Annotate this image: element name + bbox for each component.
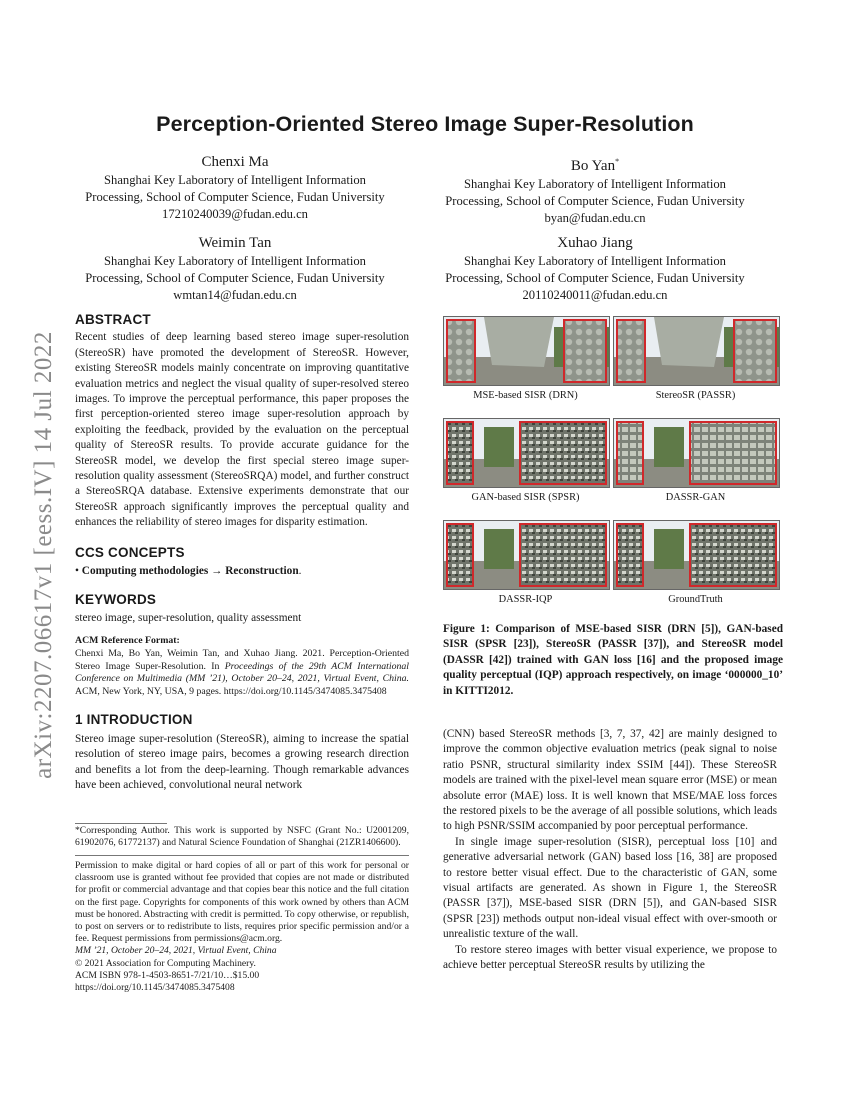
street-scene-image	[444, 419, 609, 487]
author-email[interactable]: 20110240011@fudan.edu.cn	[522, 288, 668, 302]
ccs-bullet: •	[75, 565, 82, 578]
author-email[interactable]: 17210240039@fudan.edu.cn	[162, 207, 308, 221]
panel-caption: DASSR-IQP	[498, 594, 553, 605]
author-name: Xuhao Jiang	[557, 235, 633, 251]
figure-panel-image	[613, 316, 780, 386]
panel-caption: MSE-based SISR (DRN)	[473, 390, 578, 401]
introduction-heading: 1 INTRODUCTION	[75, 712, 193, 728]
reference-venue: Proceedings of the 29th ACM International Conference on Multimedia (MM ’21), October 20–24, 2021, Virtual Event, China.	[75, 660, 409, 685]
author-block	[405, 233, 785, 304]
permission-rule	[75, 855, 409, 856]
intro-paragraph: Stereo image super-resolution (StereoSR), aiming to increase the spatial resolution of stereo image pairs, becomes a growing research direction and benefits a lot from the deep-learning. Though remarkable advances have been achieved, convolutional neural network	[75, 732, 409, 791]
street-scene-image	[614, 521, 779, 589]
author-affiliation: Shanghai Key Laboratory of Intelligent Information	[104, 173, 366, 187]
author-block	[45, 233, 425, 304]
panel-caption: DASSR-GAN	[665, 492, 726, 503]
author-name: Chenxi Ma	[201, 154, 269, 170]
street-scene-image	[444, 317, 609, 385]
ccs-period: .	[298, 565, 302, 578]
footnote-rule	[75, 823, 167, 824]
panel-caption: StereoSR (PASSR)	[655, 390, 736, 401]
doi-link[interactable]: https://doi.org/10.1145/3474085.3475408	[75, 982, 235, 994]
corresponding-mark: *	[615, 157, 620, 166]
abstract-heading: ABSTRACT	[75, 312, 151, 327]
figure-panel-image	[443, 520, 610, 590]
street-scene-image	[614, 419, 779, 487]
abstract-text: Recent studies of deep learning based stereo image super-resolution (StereoSR) have promoted the development of StereoSR. However, existing StereoSR models mainly concentrate on improving quantitative evaluation metrics and neglect the visual quality of super-resolved stereo images. To improve the perceptual performance, this paper proposes the first perception-oriented stereo image super-resolution approach by exploiting the feedback, provided by the evaluation on the perceptual quality of StereoSR results. To provide accurate guidance for the StereoSR model, we develop the first special stereo image super-resolution quality assessment (StereoSRQA) model, and further construct a StereoSRQA database. Extensive experiments demonstrate that our StereoSR approach significantly improves the perceptual quality and enhances the reliability of stereo images for disparity estimation.	[75, 331, 409, 529]
footnote: *Corresponding Author. This work is supported by NSFC (Grant No.: U2001209, 61902076, 61772137) and Natural Science Foundation of Shanghai (21ZR1406600).	[75, 825, 409, 849]
ccs-text: Computing methodologies → Reconstruction	[81, 565, 299, 578]
paper-title: Perception-Oriented Stereo Image Super-Resolution	[156, 112, 694, 136]
author-name: Weimin Tan	[198, 235, 272, 251]
street-scene-image	[444, 521, 609, 589]
author-email[interactable]: byan@fudan.edu.cn	[544, 211, 646, 225]
reference-text: Chenxi Ma, Bo Yan, Weimin Tan, and Xuhao Jiang. 2021. Perception-Oriented Stereo Image Super-Resolution. In	[75, 647, 409, 672]
figure-panel-image	[443, 316, 610, 386]
ccs-heading: CCS CONCEPTS	[75, 544, 185, 560]
keywords-text: stereo image, super-resolution, quality assessment	[75, 611, 302, 624]
left-column	[75, 312, 409, 793]
author-email[interactable]: wmtan14@fudan.edu.cn	[173, 288, 297, 302]
figure-caption: Figure 1: Comparison of MSE-based SISR (DRN [5]), GAN-based SISR (SPSR [23]), StereoSR (PASSR [37]), and StereoSR model (DASSR [42]) trained with GAN loss [16] and the proposed image quality perceptual (IQP) approach respectively, on image ‘000000_10’ in KITTI2012.	[443, 623, 783, 697]
author-affiliation: Shanghai Key Laboratory of Intelligent Information	[464, 177, 726, 191]
copyright-line: © 2021 Association for Computing Machinery.	[75, 957, 256, 969]
author-affiliation: Shanghai Key Laboratory of Intelligent Information	[464, 254, 726, 268]
figure-panel-image	[613, 520, 780, 590]
panel-caption: GroundTruth	[668, 594, 723, 605]
author-block	[405, 152, 785, 227]
permission-text: Permission to make digital or hard copies of all or part of this work for personal or classroom use is granted without fee provided that copies are not made or distributed for profit or commercial advantage and that copies bear this notice and the full citation on the first page. Copyrights for components of this work owned by others than ACM must be honored. Abstracting with credit is permitted. To copy otherwise, or republish, to post on servers or to redistribute to lists, requires prior specific permission and/or a fee. Request permissions from permissions@acm.org.	[75, 860, 409, 945]
street-scene-image	[614, 317, 779, 385]
author-affiliation: Processing, School of Computer Science, Fudan University	[85, 271, 385, 285]
intro-paragraph: To restore stereo images with better visual experience, we propose to achieve better perceptual StereoSR results by utilizing the	[443, 943, 777, 972]
right-column	[443, 727, 777, 974]
intro-paragraph: In single image super-resolution (SISR), perceptual loss [10] and generative adversarial network (GAN) based loss [16, 38] are proposed to restore better visual effect. Due to the characteristic of GAN, some visual artifacts are generated. As shown in Figure 1, the StereoSR (PASSR [37]), MSE-based SISR (DRN [5]), and GAN-based SISR (SPSR [23]) methods output non-ideal visual effect with over-smooth or unrealistic texture of the wall.	[443, 835, 777, 941]
author-name: Bo Yan	[570, 158, 616, 174]
panel-caption: GAN-based SISR (SPSR)	[471, 492, 580, 503]
keywords-heading: KEYWORDS	[75, 591, 157, 607]
figure-panel-image	[613, 418, 780, 488]
figure-panel-image	[443, 418, 610, 488]
author-affiliation: Processing, School of Computer Science, Fudan University	[445, 194, 745, 208]
isbn-line: ACM ISBN 978-1-4503-8651-7/21/10…$15.00	[75, 969, 260, 981]
author-affiliation: Processing, School of Computer Science, Fudan University	[85, 190, 385, 204]
venue-line: MM ’21, October 20–24, 2021, Virtual Event, China	[75, 945, 277, 957]
reference-doi: ACM, New York, NY, USA, 9 pages. https://doi.org/10.1145/3474085.3475408	[75, 685, 387, 697]
author-affiliation: Shanghai Key Laboratory of Intelligent Information	[104, 254, 366, 268]
intro-paragraph: (CNN) based StereoSR methods [3, 7, 37, 42] are mainly designed to improve the common objective evaluation metrics (peak signal to noise ratio PSNR, structural similarity index SSIM [44]). These StereoSR models are trained with the pixel-level mean square error (MSE) or mean absolute error (MAE) loss. It is well known that MSE/MAE loss forces the restored pixels to be the average of all possible solutions, which leads to high PSNR/SSIM accompanied by poor perceptual performance.	[443, 728, 777, 833]
author-block	[45, 152, 425, 223]
author-affiliation: Processing, School of Computer Science, Fudan University	[445, 271, 745, 285]
reference-format-heading: ACM Reference Format:	[75, 635, 180, 647]
permission-block	[75, 860, 409, 994]
arxiv-stamp: arXiv:2207.06617v1 [eess.IV] 14 Jul 2022	[30, 331, 57, 779]
